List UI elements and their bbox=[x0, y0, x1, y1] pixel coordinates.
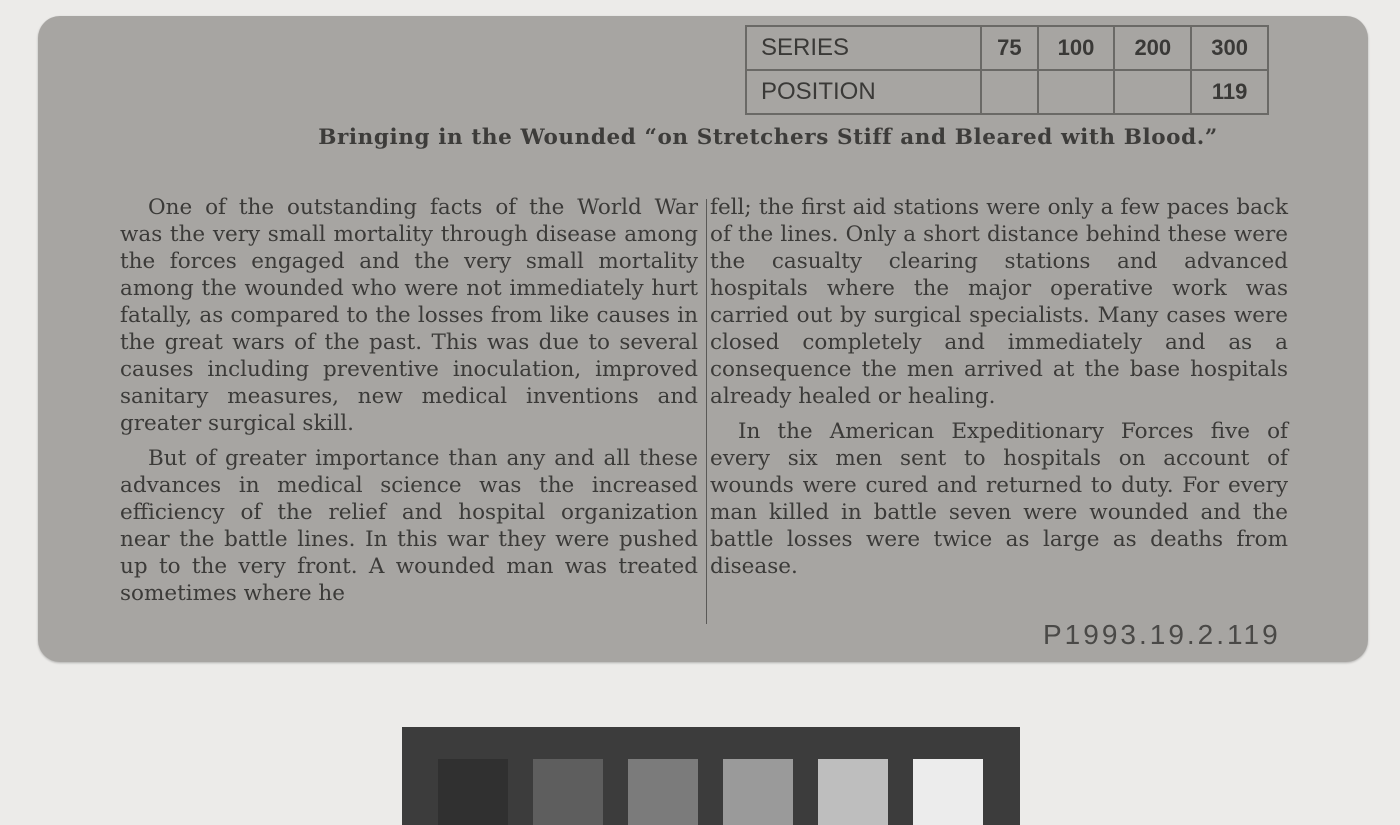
position-cell-75 bbox=[981, 70, 1038, 114]
series-row bbox=[746, 26, 1268, 70]
position-label: POSITION bbox=[746, 70, 981, 114]
text-column-left bbox=[120, 194, 698, 607]
series-col-300: 300 bbox=[1191, 26, 1268, 70]
gray-swatch-3 bbox=[628, 759, 698, 825]
series-col-200: 200 bbox=[1114, 26, 1191, 70]
paragraph: fell; the first aid stations were only a few paces back of the lines. Only a short distance behind these were the casualty clearing stations and advanced hospitals where the major operative work was carried out by surgical specialists. Many cases were closed completely and immediately and as a consequence the men arrived at the base hospitals already healed or healing. bbox=[710, 195, 1288, 409]
position-cell-100 bbox=[1038, 70, 1115, 114]
gray-swatch-5 bbox=[818, 759, 888, 825]
gray-swatch-1 bbox=[438, 759, 508, 825]
position-cell-200 bbox=[1114, 70, 1191, 114]
gray-swatch-6 bbox=[913, 759, 983, 825]
position-cell-300: 119 bbox=[1191, 70, 1268, 114]
text-column-right bbox=[710, 194, 1288, 580]
series-label: SERIES bbox=[746, 26, 981, 70]
gray-swatch-2 bbox=[533, 759, 603, 825]
grayscale-color-target bbox=[402, 727, 1020, 825]
paragraph: In the American Expeditionary Forces five of every six men sent to hospitals on account of wounds were cured and returned to duty. For every man killed in battle seven were wounded and the battle losses were twice as large as deaths from disease. bbox=[710, 419, 1288, 579]
paragraph: One of the outstanding facts of the World War was the very small mortality through disease among the forces engaged and the very small mortality among the wounded who were not immediately hurt fatally, as compared to the losses from like causes in the great wars of the past. This was due to several causes including preventive inoculation, improved sanitary measures, new medical inventions and greater surgical skill. bbox=[120, 195, 698, 436]
position-row bbox=[746, 70, 1268, 114]
series-col-100: 100 bbox=[1038, 26, 1115, 70]
series-col-75: 75 bbox=[981, 26, 1038, 70]
gray-swatch-4 bbox=[723, 759, 793, 825]
stereoview-card-back bbox=[38, 16, 1368, 662]
card-title: Bringing in the Wounded “on Stretchers Stiff and Bleared with Blood.” bbox=[318, 125, 1218, 150]
column-divider bbox=[706, 199, 707, 624]
paragraph: But of greater importance than any and all these advances in medical science was the increased efficiency of the relief and hospital organization near the battle lines. In this war they were pushed up to the very front. A wounded man was treated sometimes where he bbox=[120, 446, 698, 606]
catalog-number: P1993.19.2.119 bbox=[1043, 619, 1281, 650]
series-position-table bbox=[745, 25, 1269, 115]
